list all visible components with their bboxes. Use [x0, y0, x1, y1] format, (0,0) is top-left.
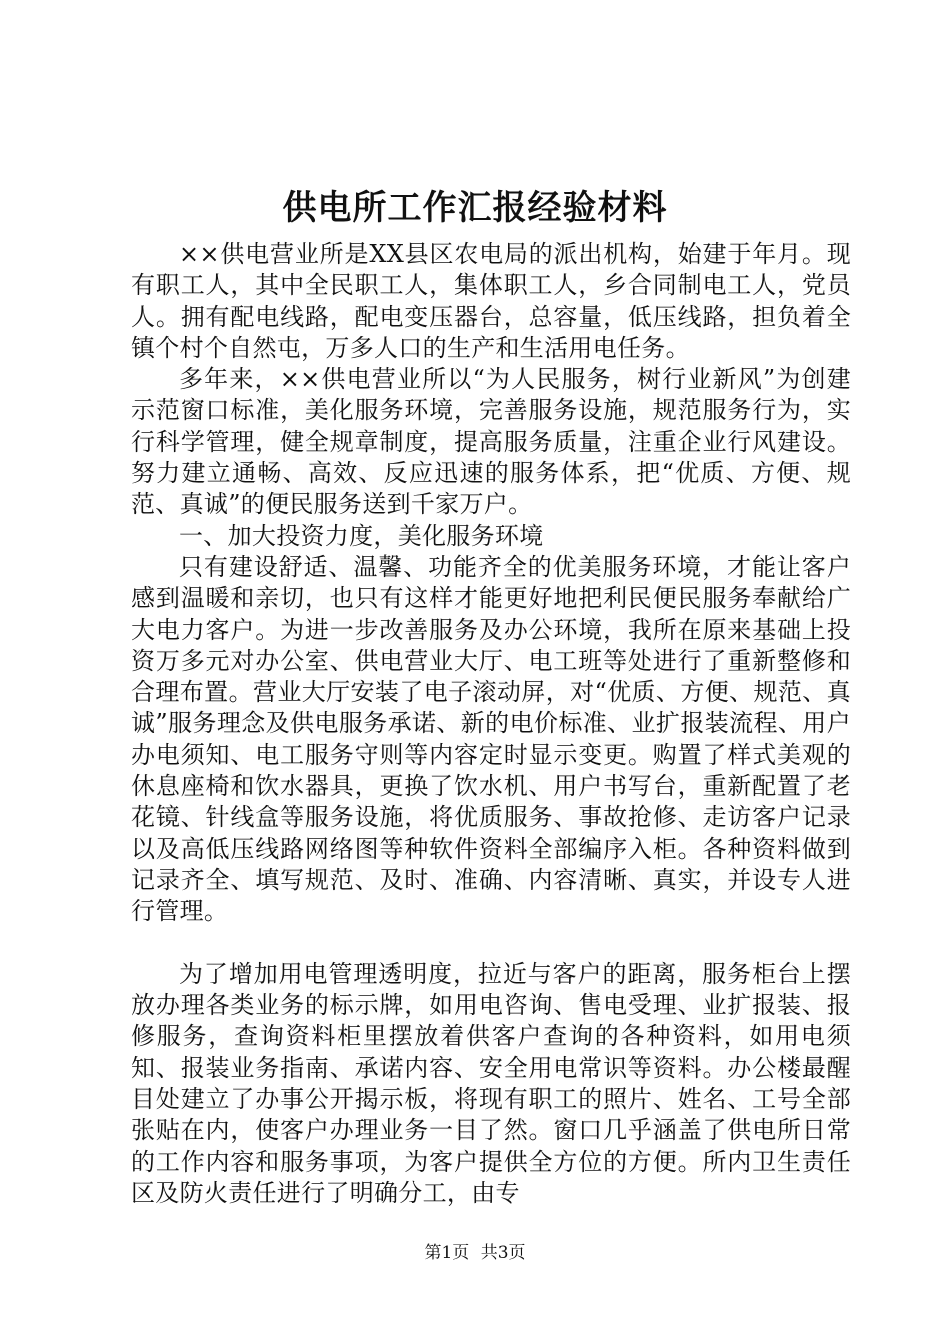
page-footer [0, 1241, 950, 1265]
paragraph-transparency: 为了增加用电管理透明度，拉近与客户的距离，服务柜台上摆放办理各类业务的标示牌，如用电咨询、售电受理、业扩报装、报修服务，查询资料柜里摆放着供客户查询的各种资料，如用电须知、报装业务指南、承诺内容、安全用电常识等资料。办公楼最醒目处建立了办事公开揭示板，将现有职工的照片、姓名、工号全部张贴在内，使客户办理业务一目了然。窗口几乎涵盖了供电所日常的工作内容和服务事项，为客户提供全方位的方便。所内卫生责任区及防火责任进行了明确分工，由专 [131, 959, 851, 1207]
paragraph-intro: ××供电营业所是XX县区农电局的派出机构，始建于年月。现有职工人，其中全民职工人，集体职工人，乡合同制电工人，党员人。拥有配电线路，配电变压器台，总容量，低压线路，担负着全镇个村个自然屯，万多人口的生产和生活用电任务。 [131, 240, 851, 362]
page-number: 第1页 [424, 1243, 470, 1263]
paragraph-environment: 只有建设舒适、温馨、功能齐全的优美服务环境，才能让客户感到温暖和亲切，也只有这样才能更好地把利民便民服务奉献给广大电力客户。为进一步改善服务及办公环境，我所在原来基础上投资万多元对办公室、供电营业大厅、电工班等处进行了重新整修和合理布置。营业大厅安装了电子滚动屏，对“优质、方便、规范、真诚”服务理念及供电服务承诺、新的电价标准、业扩报装流程、用户办电须知、电工服务守则等内容定时显示变更。购置了样式美观的休息座椅和饮水器具，更换了饮水机、用户书写台，重新配置了老花镜、针线盒等服务设施，将优质服务、事故抢修、走访客户记录以及高低压线路网络图等种软件资料全部编序入柜。各种资料做到记录齐全、填写规范、及时、准确、内容清晰、真实，并设专人进行管理。 [131, 552, 851, 926]
paragraph-overview: 多年来，××供电营业所以“为人民服务，树行业新风”为创建示范窗口标准，美化服务环境，完善服务设施，规范服务行为，实行科学管理，健全规章制度，提高服务质量，注重企业行风建设。努力建立通畅、高效、反应迅速的服务体系，把“优质、方便、规范、真诚”的便民服务送到千家万户。 [131, 365, 851, 519]
document-title: 供电所工作汇报经验材料 [282, 188, 668, 228]
section-heading-1: 一、加大投资力度，美化服务环境 [179, 521, 544, 550]
page-total: 共3页 [480, 1243, 526, 1263]
document-body [131, 239, 851, 1209]
paragraph-spacer [131, 928, 851, 959]
